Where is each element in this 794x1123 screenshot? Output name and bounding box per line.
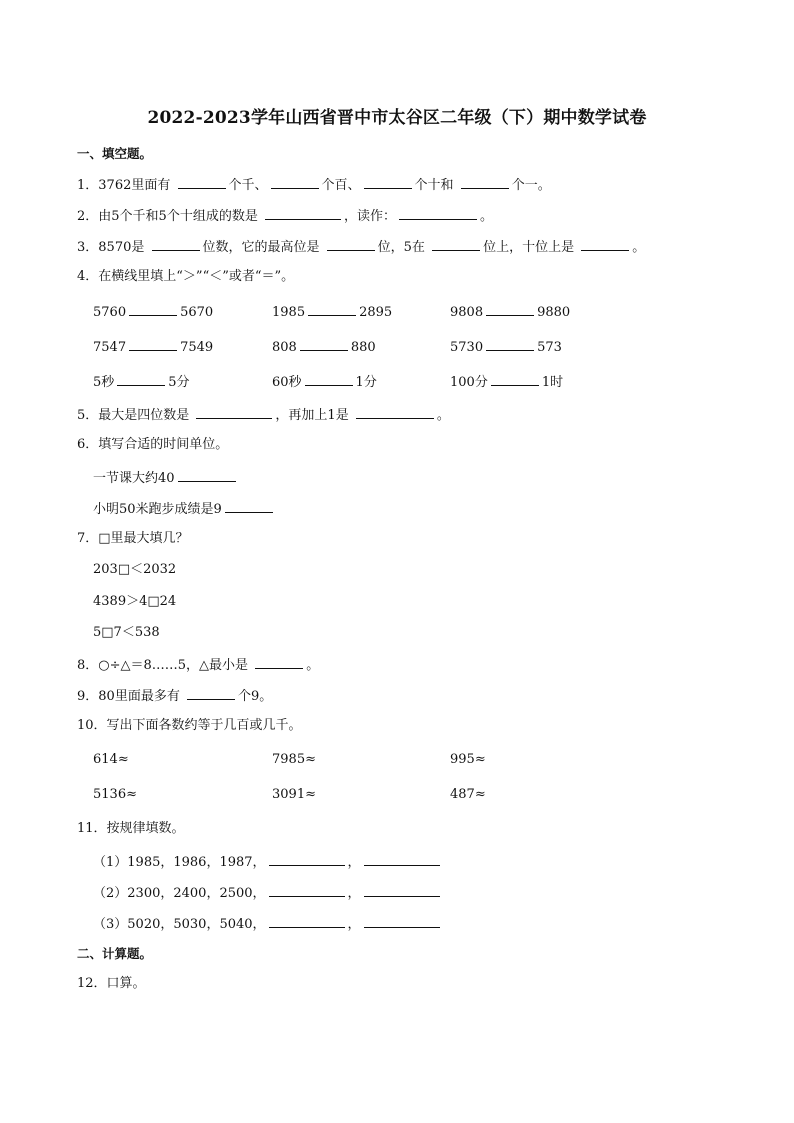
- comparison-item: 1985 2895: [272, 302, 392, 322]
- pattern-item-2: （2）2300，2400，2500， ，: [93, 883, 443, 903]
- answer-blank[interactable]: [129, 337, 177, 351]
- comparison-item: 5秒 5分: [93, 372, 190, 392]
- question-3: 3．8570是 位数，它的最高位是 位，5在 位上，十位上是 。: [77, 237, 645, 257]
- question-5: 5．最大是四位数是 ，再加上1是 。: [77, 405, 450, 425]
- answer-blank[interactable]: [364, 883, 440, 897]
- pattern-item-3: （3）5020，5030，5040， ，: [93, 914, 443, 934]
- question-2: 2．由5个千和5个十组成的数是 ，读作： 。: [77, 206, 493, 226]
- answer-blank[interactable]: [305, 372, 353, 386]
- estimate-item: 7985≈: [272, 752, 316, 767]
- comparison-item: 100分 1时: [450, 372, 563, 392]
- answer-blank[interactable]: [486, 302, 534, 316]
- answer-blank[interactable]: [491, 372, 539, 386]
- comparison-item: 7547 7549: [93, 337, 213, 357]
- time-unit-item-2: 小明50米跑步成绩是9: [93, 499, 276, 519]
- question-12: 12．口算。: [77, 976, 146, 991]
- answer-blank[interactable]: [327, 237, 375, 251]
- max-digit-item-1: 203□＜2032: [93, 562, 177, 577]
- answer-blank[interactable]: [178, 468, 236, 482]
- answer-blank[interactable]: [269, 883, 345, 897]
- comparison-item: 808 880: [272, 337, 376, 357]
- answer-blank[interactable]: [581, 237, 629, 251]
- comparison-item: 5760 5670: [93, 302, 213, 322]
- answer-blank[interactable]: [364, 852, 440, 866]
- section-heading-calculation: 二、计算题。: [77, 946, 153, 961]
- estimate-item: 5136≈: [93, 787, 137, 802]
- estimate-item: 995≈: [450, 752, 486, 767]
- page-title: 2022-2023学年山西省晋中市太谷区二年级（下）期中数学试卷: [147, 108, 647, 128]
- answer-blank[interactable]: [255, 655, 303, 669]
- answer-blank[interactable]: [461, 175, 509, 189]
- comparison-item: 9808 9880: [450, 302, 570, 322]
- answer-blank[interactable]: [356, 405, 434, 419]
- question-8: 8．○÷△＝8……5，△最小是 。: [77, 655, 319, 675]
- question-10: 10．写出下面各数约等于几百或几千。: [77, 718, 302, 733]
- answer-blank[interactable]: [269, 852, 345, 866]
- answer-blank[interactable]: [269, 914, 345, 928]
- answer-blank[interactable]: [129, 302, 177, 316]
- answer-blank[interactable]: [486, 337, 534, 351]
- answer-blank[interactable]: [364, 175, 412, 189]
- max-digit-item-3: 5□7＜538: [93, 625, 160, 640]
- estimate-item: 487≈: [450, 787, 486, 802]
- answer-blank[interactable]: [265, 206, 341, 220]
- answer-blank[interactable]: [225, 499, 273, 513]
- question-11: 11．按规律填数。: [77, 821, 185, 836]
- comparison-item: 60秒 1分: [272, 372, 377, 392]
- answer-blank[interactable]: [300, 337, 348, 351]
- max-digit-item-2: 4389＞4□24: [93, 594, 177, 609]
- question-4: 4．在横线里填上“＞”“＜”或者“＝”。: [77, 269, 295, 284]
- question-9: 9．80里面最多有 个9。: [77, 686, 272, 706]
- answer-blank[interactable]: [178, 175, 226, 189]
- question-6: 6．填写合适的时间单位。: [77, 437, 229, 452]
- answer-blank[interactable]: [152, 237, 200, 251]
- answer-blank[interactable]: [271, 175, 319, 189]
- answer-blank[interactable]: [196, 405, 272, 419]
- time-unit-item-1: 一节课大约40: [93, 468, 239, 488]
- answer-blank[interactable]: [308, 302, 356, 316]
- question-7: 7．□里最大填几？: [77, 531, 189, 546]
- estimate-item: 3091≈: [272, 787, 316, 802]
- answer-blank[interactable]: [399, 206, 477, 220]
- section-heading-fill-blank: 一、填空题。: [77, 146, 153, 161]
- question-1: 1．3762里面有 个千、 个百、 个十和 个一。: [77, 175, 551, 195]
- comparison-item: 5730 573: [450, 337, 562, 357]
- pattern-item-1: （1）1985，1986，1987， ，: [93, 852, 443, 872]
- answer-blank[interactable]: [187, 686, 235, 700]
- answer-blank[interactable]: [364, 914, 440, 928]
- estimate-item: 614≈: [93, 752, 129, 767]
- answer-blank[interactable]: [432, 237, 480, 251]
- answer-blank[interactable]: [117, 372, 165, 386]
